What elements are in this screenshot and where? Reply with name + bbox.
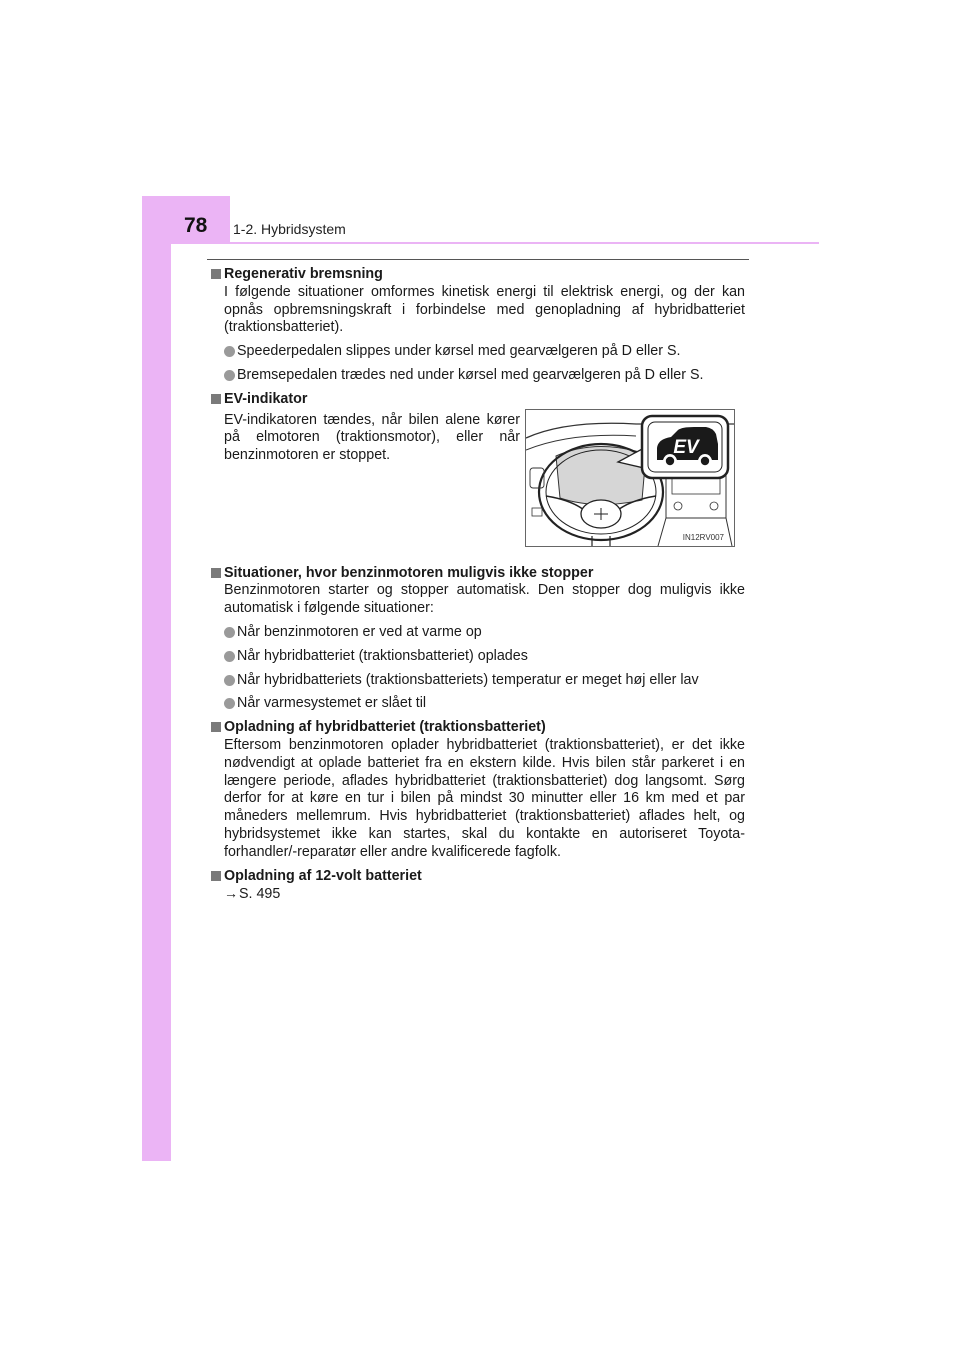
square-bullet-icon (211, 722, 221, 732)
page-number: 78 (184, 214, 208, 237)
list-item: Når benzinmotoren er ved at varme op (211, 624, 745, 642)
circle-bullet-icon (224, 627, 235, 638)
page-content (211, 266, 745, 904)
section-heading-regenerative-braking: Regenerativ bremsning (211, 266, 745, 284)
figure-code: IN12RV007 (682, 532, 724, 542)
section-heading-ev-indicator: EV-indikator (211, 391, 745, 409)
header-divider (207, 259, 749, 260)
chapter-title: 1-2. Hybridsystem (233, 221, 346, 237)
section-heading-engine-not-stopping: Situationer, hvor benzinmotoren muligvis ikke stopper (211, 565, 745, 583)
list-item: Når hybridbatteriet (traktionsbatteriet) oplades (211, 648, 745, 666)
list-item: Speederpedalen slippes under kørsel med gearvælgeren på D eller S. (211, 343, 745, 361)
circle-bullet-icon (224, 651, 235, 662)
page-reference-link[interactable]: →S. 495 (224, 885, 281, 903)
square-bullet-icon (211, 568, 221, 578)
section-body: I følgende situationer omformes kinetisk energi til elektrisk energi, og der kan opnås opbremsningskraft i forbindelse med genopladning af hybridbatteriet (traktionsbatteriet). (224, 283, 745, 336)
side-margin-strip (142, 196, 171, 1161)
circle-bullet-icon (224, 675, 235, 686)
section-body: Eftersom benzinmotoren oplader hybridbatteriet (traktionsbatteriet), er det ikke nødvendigt at oplade batteriet fra en ekstern kilde. Hvis bilen står parkeret i en længere periode, aflades hybridbatteriet (traktionsbatteriet) dog langsomt. Sørg derfor for at køre en tur i bilen på mindst 30 minutter eller 16 km med et par måneders mellemrum. Hvis hybridbatteriet (traktionsbatteriet) aflades helt, og hybridsystemet ikke kan startes, skal du kontakte en autoriseret Toyota-forhandler/-reparatør eller andre kvalificerede fagfolk. (224, 736, 745, 860)
section-body: EV-indikatoren tændes, når bilen alene kører på elmotoren (traktionsmotor), eller når benzinmotoren er stoppet. (224, 411, 520, 464)
section-heading-12v-battery-charging: Opladning af 12-volt batteriet (211, 868, 745, 886)
section-heading-hybrid-battery-charging: Opladning af hybridbatteriet (traktionsbatteriet) (211, 719, 745, 737)
ev-icon-label: EV (673, 436, 699, 458)
dashboard-illustration (526, 410, 734, 546)
ev-indicator-illustration (525, 409, 735, 547)
section-body: Benzinmotoren starter og stopper automatisk. Den stopper dog muligvis ikke automatisk i følgende situationer: (224, 582, 745, 617)
list-item: Bremsepedalen trædes ned under kørsel med gearvælgeren på D eller S. (211, 367, 745, 385)
arrow-right-icon: → (224, 885, 238, 902)
circle-bullet-icon (224, 698, 235, 709)
square-bullet-icon (211, 394, 221, 404)
circle-bullet-icon (224, 370, 235, 381)
square-bullet-icon (211, 269, 221, 279)
list-item: Når varmesystemet er slået til (211, 695, 745, 713)
ev-indicator-row (211, 409, 745, 565)
list-item: Når hybridbatteriets (traktionsbatteriets) temperatur er meget høj eller lav (211, 672, 745, 690)
circle-bullet-icon (224, 346, 235, 357)
square-bullet-icon (211, 871, 221, 881)
